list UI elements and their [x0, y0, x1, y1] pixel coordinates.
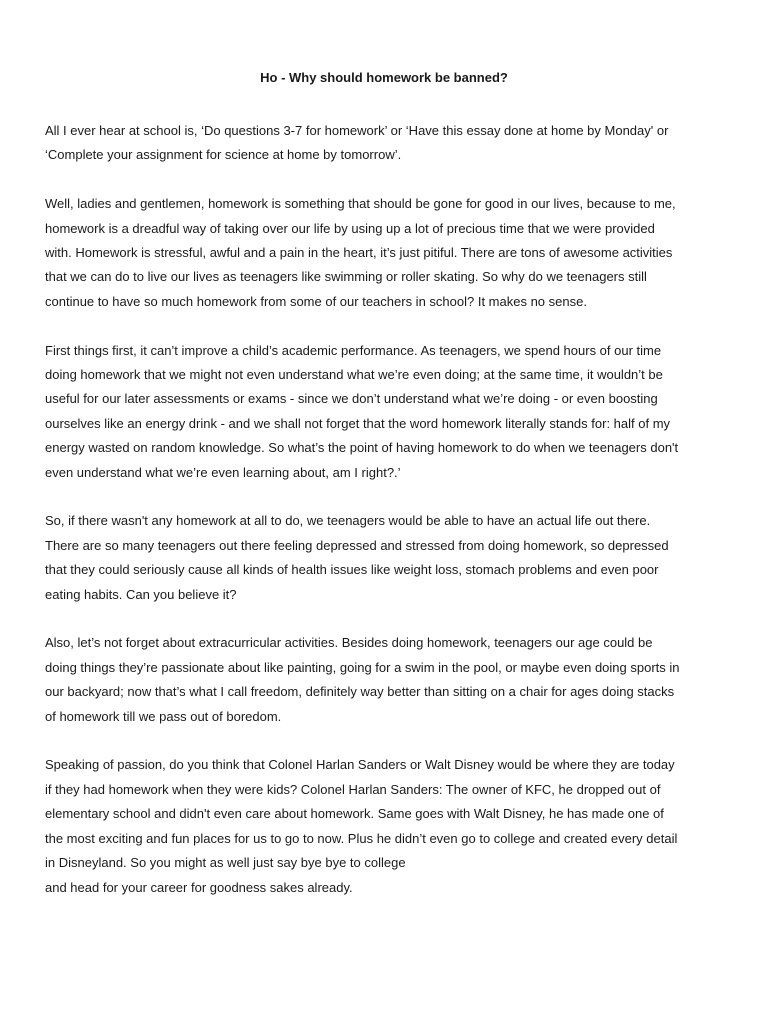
document-body: [45, 119, 735, 924]
text-line: our backyard; now that’s what I call freedom, definitely way better than sitting on a chair for ages doing stacks: [45, 684, 675, 700]
paragraph-4: [45, 509, 735, 607]
text-line: with. Homework is stressful, awful and a pain in the heart, it’s just pitiful. There are tons of awesome activities: [45, 245, 673, 261]
text-line: of homework till we pass out of boredom.: [45, 708, 282, 724]
text-line: energy wasted on random knowledge. So what’s the point of having homework to do when we teenagers don't: [45, 440, 679, 456]
text-line: Also, let’s not forget about extracurricular activities. Besides doing homework, teenagers our age could be: [45, 635, 653, 651]
paragraph-5: [45, 631, 735, 729]
text-line: eating habits. Can you believe it?: [45, 586, 237, 602]
document-title: Ho - Why should homework be banned?: [260, 70, 508, 85]
text-line: continue to have so much homework from some of our teachers in school? It makes no sense.: [45, 293, 587, 309]
text-line: even understand what we’re even learning about, am I right?.’: [45, 464, 401, 480]
text-line: useful for our later assessments or exams - since we don’t understand what we’re doing - or even boosting: [45, 391, 658, 407]
text-line: There are so many teenagers out there feeling depressed and stressed from doing homework, so depressed: [45, 537, 669, 553]
text-line: elementary school and didn't even care about homework. Same goes with Walt Disney, he has made one of: [45, 806, 664, 822]
text-line: that we can do to live our lives as teenagers like swimming or roller skating. So why do we teenagers still: [45, 269, 647, 285]
paragraph-6: [45, 753, 735, 899]
paragraph-3: [45, 339, 735, 485]
paragraph-1: [45, 119, 735, 168]
text-line: ourselves like an energy drink - and we shall not forget that the word homework literally stands for: half of my: [45, 415, 671, 431]
text-line: doing things they’re passionate about like painting, going for a swim in the pool, or maybe even doing sports in: [45, 659, 680, 675]
text-line: and head for your career for goodness sakes already.: [45, 879, 353, 895]
text-line: doing homework that we might not even understand what we’re even doing; at the same time, it wouldn’t be: [45, 367, 663, 383]
text-line: if they had homework when they were kids? Colonel Harlan Sanders: The owner of KFC, he dropped out of: [45, 781, 661, 797]
text-line: So, if there wasn't any homework at all to do, we teenagers would be able to have an actual life out there.: [45, 513, 651, 529]
text-line: First things first, it can’t improve a child’s academic performance. As teenagers, we spend hours of our time: [45, 342, 662, 358]
paragraph-2: [45, 192, 735, 314]
text-line: All I ever hear at school is, ‘Do questions 3-7 for homework’ or ‘Have this essay done at home by Monday' or: [45, 123, 669, 138]
text-line: that they could seriously cause all kinds of health issues like weight loss, stomach problems and even poor: [45, 562, 659, 578]
text-line: in Disneyland. So you might as well just say bye bye to college: [45, 855, 406, 871]
text-line: ‘Complete your assignment for science at home by tomorrow’.: [45, 147, 402, 163]
text-line: Well, ladies and gentlemen, homework is something that should be gone for good in our lives, because to me,: [45, 196, 676, 212]
text-line: Speaking of passion, do you think that Colonel Harlan Sanders or Walt Disney would be where they are today: [45, 757, 675, 773]
text-line: the most exciting and fun places for us to go to now. Plus he didn’t even go to college and created every detail: [45, 830, 678, 846]
text-line: homework is a dreadful way of taking over our life by using up a lot of precious time that we were provided: [45, 220, 655, 236]
